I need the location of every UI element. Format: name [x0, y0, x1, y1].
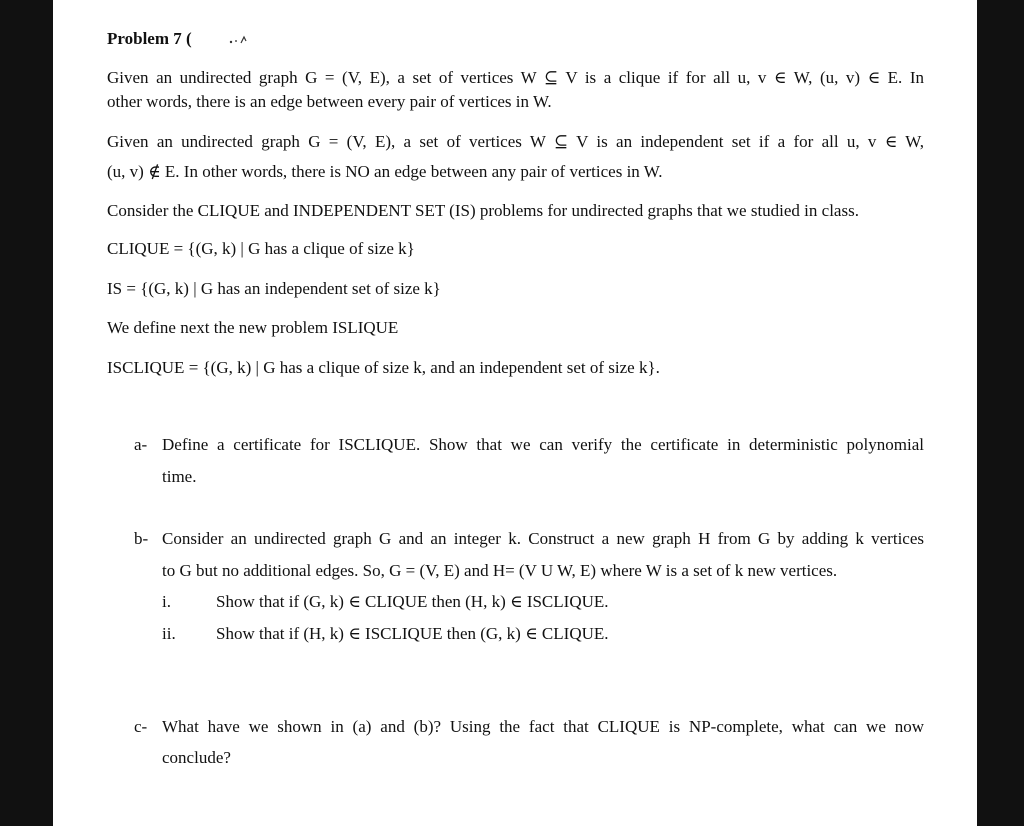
isclique-language: ISCLIQUE = {(G, k) | G has a clique of size k, and an independent set of size k}.: [107, 358, 660, 377]
part-b-line-2: to G but no additional edges. So, G = (V, E) and H= (V U W, E) where W is a set of k new vertices.: [162, 561, 838, 580]
right-border: [977, 0, 1024, 826]
part-b-marker: b-: [134, 529, 149, 548]
is-language: IS = {(G, k) | G has an independent set of size k}: [107, 279, 441, 298]
part-c-line-1: What have we shown in (a) and (b)? Using the fact that CLIQUE is NP-complete, what can we now: [162, 717, 924, 736]
part-b-sub-i-marker: i.: [162, 592, 171, 611]
part-c-marker: c-: [134, 717, 148, 736]
part-a-line-1: Define a certificate for ISCLIQUE. Show that we can verify the certificate in deterministic polynomial: [162, 435, 924, 454]
is-definition-line-2: (u, v) ∉ E. In other words, there is NO an edge between any pair of vertices in W.: [107, 162, 663, 181]
define-next-text: We define next the new problem ISLIQUE: [107, 318, 399, 337]
part-a-marker: a-: [134, 435, 148, 454]
clique-definition-line-2: other words, there is an edge between every pair of vertices in W.: [107, 92, 552, 111]
part-b-line-1: Consider an undirected graph G and an integer k. Construct a new graph H from G by adding k vertices: [162, 529, 924, 548]
part-c-line-2: conclude?: [162, 748, 231, 767]
smudge-mark: [228, 35, 248, 45]
clique-language: CLIQUE = {(G, k) | G has a clique of size k}: [107, 239, 415, 258]
is-definition-line-1: Given an undirected graph G = (V, E), a set of vertices W ⊆ V is an independent set if a for all u, v ∈ W,: [107, 132, 924, 151]
part-b-sub-i-text: Show that if (G, k) ∈ CLIQUE then (H, k) ∈ ISCLIQUE.: [216, 592, 609, 611]
clique-definition-line-1: Given an undirected graph G = (V, E), a set of vertices W ⊆ V is a clique if for all u, v ∈ W, (u, v) ∈ E. In: [107, 68, 924, 87]
part-b-sub-ii-marker: ii.: [162, 624, 176, 643]
problem-title-text: Problem 7 (: [107, 29, 192, 48]
part-b-sub-ii-text: Show that if (H, k) ∈ ISCLIQUE then (G, k) ∈ CLIQUE.: [216, 624, 609, 643]
part-a-line-2: time.: [162, 467, 197, 486]
document-page: [53, 0, 977, 826]
problem-title: [107, 27, 248, 51]
consider-text: Consider the CLIQUE and INDEPENDENT SET (IS) problems for undirected graphs that we studied in class.: [107, 201, 859, 220]
